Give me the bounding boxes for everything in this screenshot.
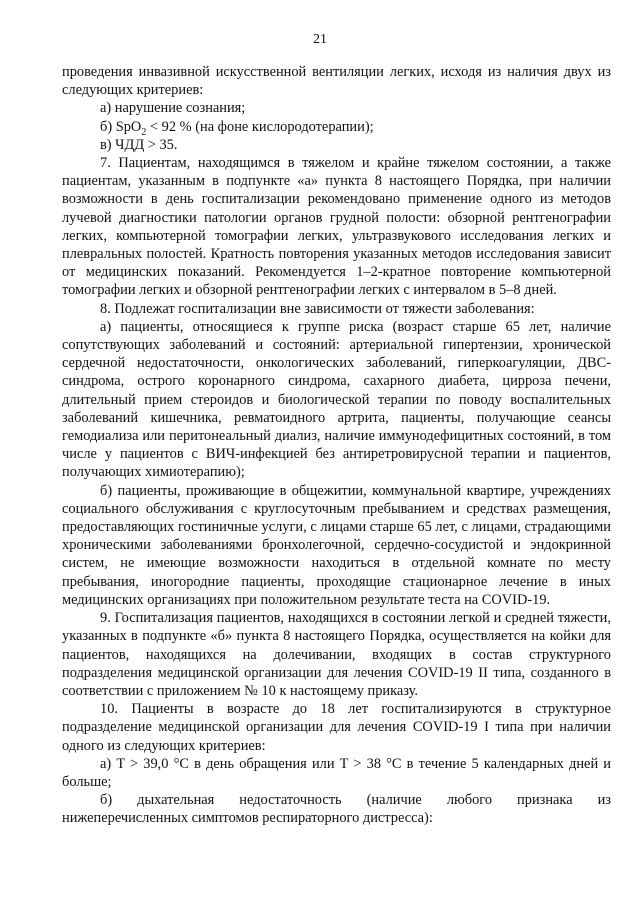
paragraph-item-10: 10. Пациенты в возрасте до 18 лет госпитализируются в структурное подразделение медицинской организации для лечения COVID-19 I типа при наличии одного из следующих критериев: bbox=[62, 701, 611, 754]
spo2-text: б) SpO bbox=[100, 118, 142, 135]
paragraph-item-9: 9. Госпитализация пациентов, находящихся в состоянии легкой и средней тяжести, указанных в подпункте «б» пункта 8 настоящего Порядка, осуществляется на койки для пациентов, находящихся на долечивании, входящих в состав структурного подразделения медицинской организации для лечения COVID-19 II типа, созданного в соответствии с приложением № 10 к настоящему приказу. bbox=[62, 610, 611, 699]
document-body bbox=[62, 63, 611, 828]
criterion-c-respiratory-rate: в) ЧДД > 35. bbox=[100, 136, 178, 153]
paragraph-item-8b: б) пациенты, проживающие в общежитии, коммунальной квартире, учреждениях социального обслуживания с круглосуточным пребыванием и средствах размещения, предоставляющих гостиничные услуги, с лицами старше 65 лет, с лицами, страдающими хроническими заболеваниями бронхолегочной, сердечно-сосудистой и эндокринной систем, не имеющие возможности находиться в отдельной комнате по месту пребывания, иногородние пациенты, проходящие стационарное лечение в иных медицинских организациях при положительном результате теста на COVID-19. bbox=[62, 482, 611, 608]
paragraph-item-8a: а) пациенты, относящиеся к группе риска (возраст старше 65 лет, наличие сопутствующих заболеваний и состояний: артериальной гипертензии, хронической сердечной недостаточности, онкологических заболеваний, гиперкоагуляции, ДВС-синдрома, острого коронарного синдрома, сахарного диабета, цирроза печени, длительный прием стероидов и биологической терапии по поводу воспалительных заболеваний кишечника, ревматоидного артрита, пациенты, получающие сеансы гемодиализа или перитонеальный диализ, наличие иммунодефицитных состояний, в том числе у пациентов с ВИЧ-инфекцией без антиретровирусной терапии и пациентов, получающих химиотерапию); bbox=[62, 318, 611, 481]
criterion-a-consciousness: а) нарушение сознания; bbox=[100, 100, 246, 117]
page-number: 21 bbox=[313, 32, 327, 47]
paragraph-item-10a: а) T > 39,0 °C в день обращения или T > 38 °C в течение 5 календарных дней и больше; bbox=[62, 755, 611, 790]
paragraph-item-7: 7. Пациентам, находящимся в тяжелом и крайне тяжелом состоянии, а также пациентам, указанным в подпункте «а» пункта 8 настоящего Порядка, при наличии возможности в день госпитализации рекомендовано применение одного из методов лучевой диагностики патологии органов грудной полости: обзорной рентгенографии легких, компьютерной томографии легких, ультразвукового исследования легких и плевральных полостей. Кратность повторения указанных методов исследования зависит от медицинских показаний. Рекомендуется 1–2-кратное повторение компьютерной томографии легких и обзорной рентгенографии легких с интервалом в 5–8 дней. bbox=[62, 155, 611, 299]
spo2-text-rest: < 92 % (на фоне кислородотерапии); bbox=[146, 118, 374, 135]
paragraph-item-10b: б) дыхательная недостаточность (наличие любого признака из нижеперечисленных симптомов респираторного дистресса): bbox=[62, 792, 611, 827]
paragraph-item-8: 8. Подлежат госпитализации вне зависимости от тяжести заболевания: bbox=[100, 300, 535, 317]
spo2-subscript: 2 bbox=[141, 126, 147, 138]
criterion-b-spo2 bbox=[62, 118, 611, 136]
paragraph-ventilation-intro: проведения инвазивной искусственной вентиляции легких, исходя из наличия двух из следующих критериев: bbox=[62, 64, 611, 99]
